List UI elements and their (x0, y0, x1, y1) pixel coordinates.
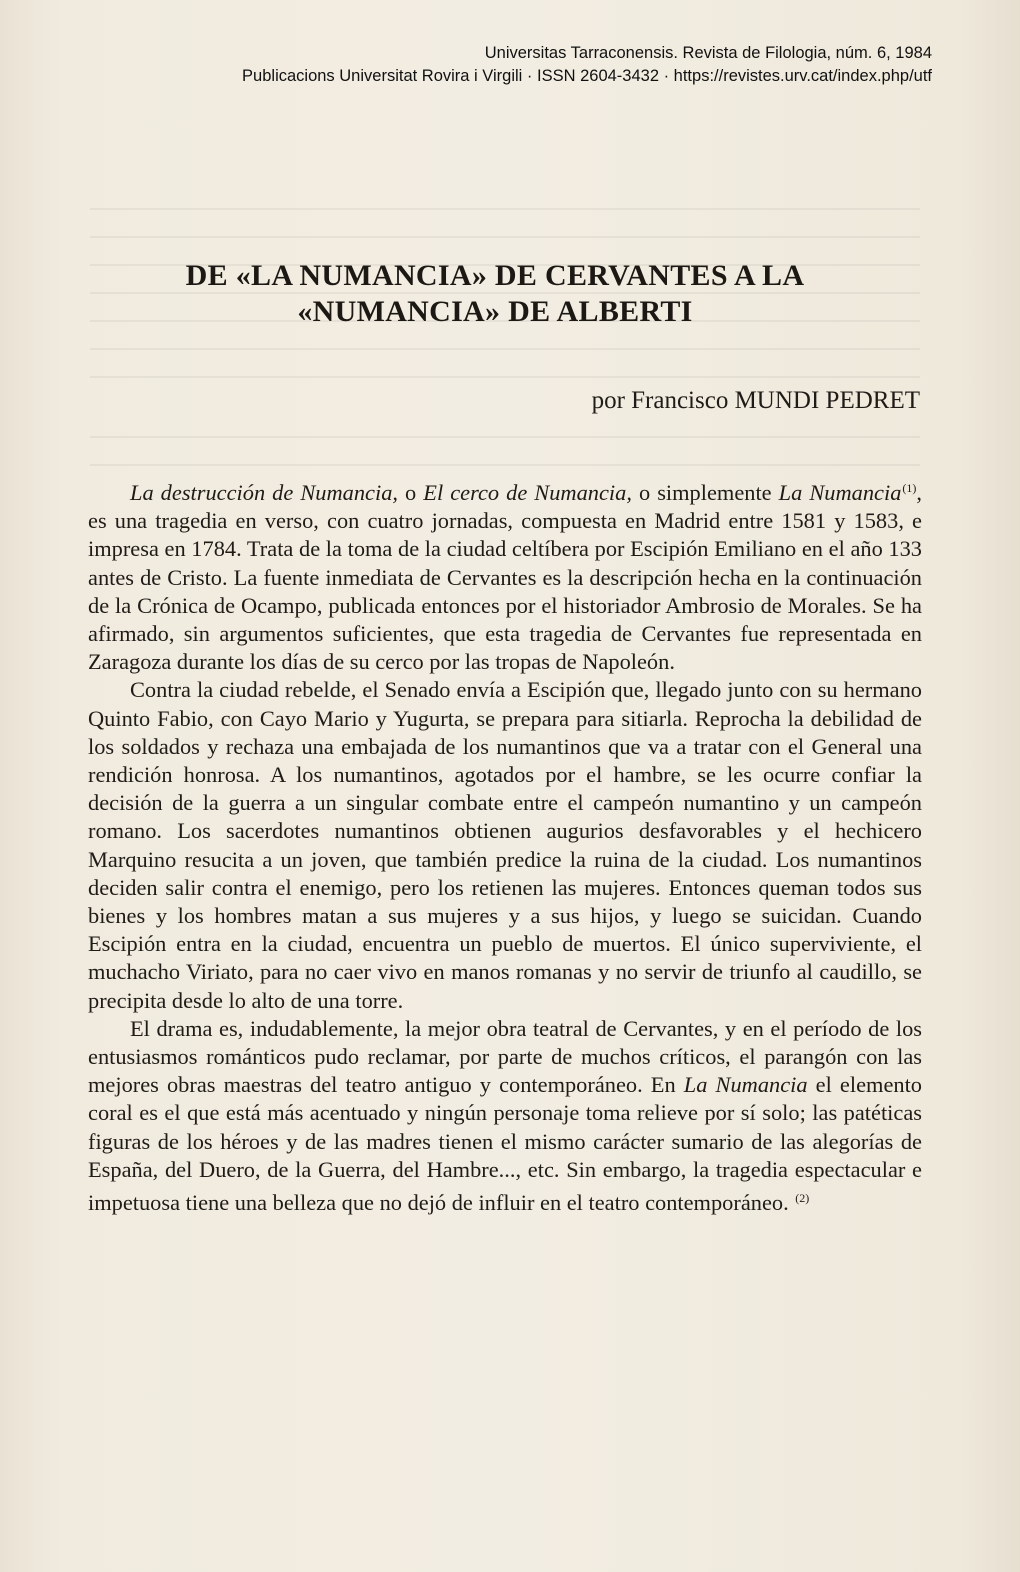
citation-line-2: Publicacions Universitat Rovira i Virgili · ISSN 2604-3432 · https://revistes.urv.cat/index.php/utf (242, 67, 932, 85)
paragraph-2: Contra la ciudad rebelde, el Senado envía a Escipión que, llegado junto con su hermano Quinto Fabio, con Cayo Mario y Yugurta, se prepara para sitiarla. Reprocha la debilidad de los soldados y rechaza una embajada de los numantinos que va a tratar con el General una rendición honrosa. A los numantinos, agotados por el hambre, se les ocurre confiar la decisión de la guerra a un singular combate entre el campeón numantino y un campeón romano. Los sacerdotes numantinos obtienen augurios desfavorables y el hechicero Marquino resucita a un joven, que también predice la ruina de la ciudad. Los numantinos deciden salir contra el enemigo, pero los retienen las mujeres. Entonces queman todos sus bienes y los hombres matan a sus mujeres y a sus hijos, y luego se suicidan. Cuando Escipión entra en la ciudad, encuentra un pueblo de muertos. El único superviviente, el muchacho Viriato, para no caer vivo en manos romanas y no servir de triunfo al caudillo, se precipita desde lo alto de una torre. (88, 677, 922, 1013)
article-body (88, 474, 922, 1217)
title-line-1: DE «LA NUMANCIA» DE CERVANTES A LA (185, 259, 805, 292)
text-run: o simplemente (631, 480, 779, 505)
paragraph-1 (88, 474, 922, 676)
work-title-italic: La Numancia (778, 480, 902, 505)
work-title-italic: El cerco de Numancia, (423, 480, 632, 505)
text-run: o (398, 480, 424, 505)
work-title-italic: La destrucción de Numancia, (130, 480, 398, 505)
text-run: el elemento coral es el que está más acentuado y ningún personaje toma relieve por sí solo; las patéticas figuras de los héroes y de las madres tienen el mismo carácter sumario de las alegorías de España, del Duero, de la Guerra, del Hambre..., etc. Sin embargo, la tragedia espectacular e impetuosa tiene una belleza que no dejó de influir en el teatro contemporáneo. (88, 1072, 922, 1216)
title-line-2: «NUMANCIA» DE ALBERTI (297, 295, 693, 328)
citation-line-1: Universitas Tarraconensis. Revista de Filologia, núm. 6, 1984 (484, 44, 932, 62)
article-title (90, 258, 900, 330)
text-run: El drama es, indudablemente, la mejor obra teatral de Cervantes, y en el período de los entusiasmos románticos pudo reclamar, por parte de muchos críticos, el parangón con las mejores obras maestras del teatro antiguo y contemporáneo. En (88, 1015, 922, 1098)
text-run: , es una tragedia en verso, con cuatro jornadas, compuesta en Madrid entre 1581 y 1583, e impresa en 1784. Trata de la toma de la ciudad celtíbera por Escipión Emiliano en el año 133 antes de Cristo. La fuente inmediata de Cervantes es la descripción hecha en la continuación de la Crónica de Ocampo, publicada entonces por el historiador Ambrosio de Morales. Se ha afirmado, sin argumentos suficientes, que esta tragedia de Cervantes fue representada en Zaragoza durante los días de su cerco por las tropas de Napoleón. (88, 480, 922, 675)
footnote-marker-2: (2) (795, 1191, 810, 1206)
paragraph-3 (88, 1015, 922, 1217)
footnote-marker-1: (1) (902, 481, 917, 495)
author-byline: por Francisco MUNDI PEDRET (591, 387, 920, 414)
journal-citation-header (32, 42, 932, 88)
work-title-italic: La Numancia (683, 1072, 808, 1098)
